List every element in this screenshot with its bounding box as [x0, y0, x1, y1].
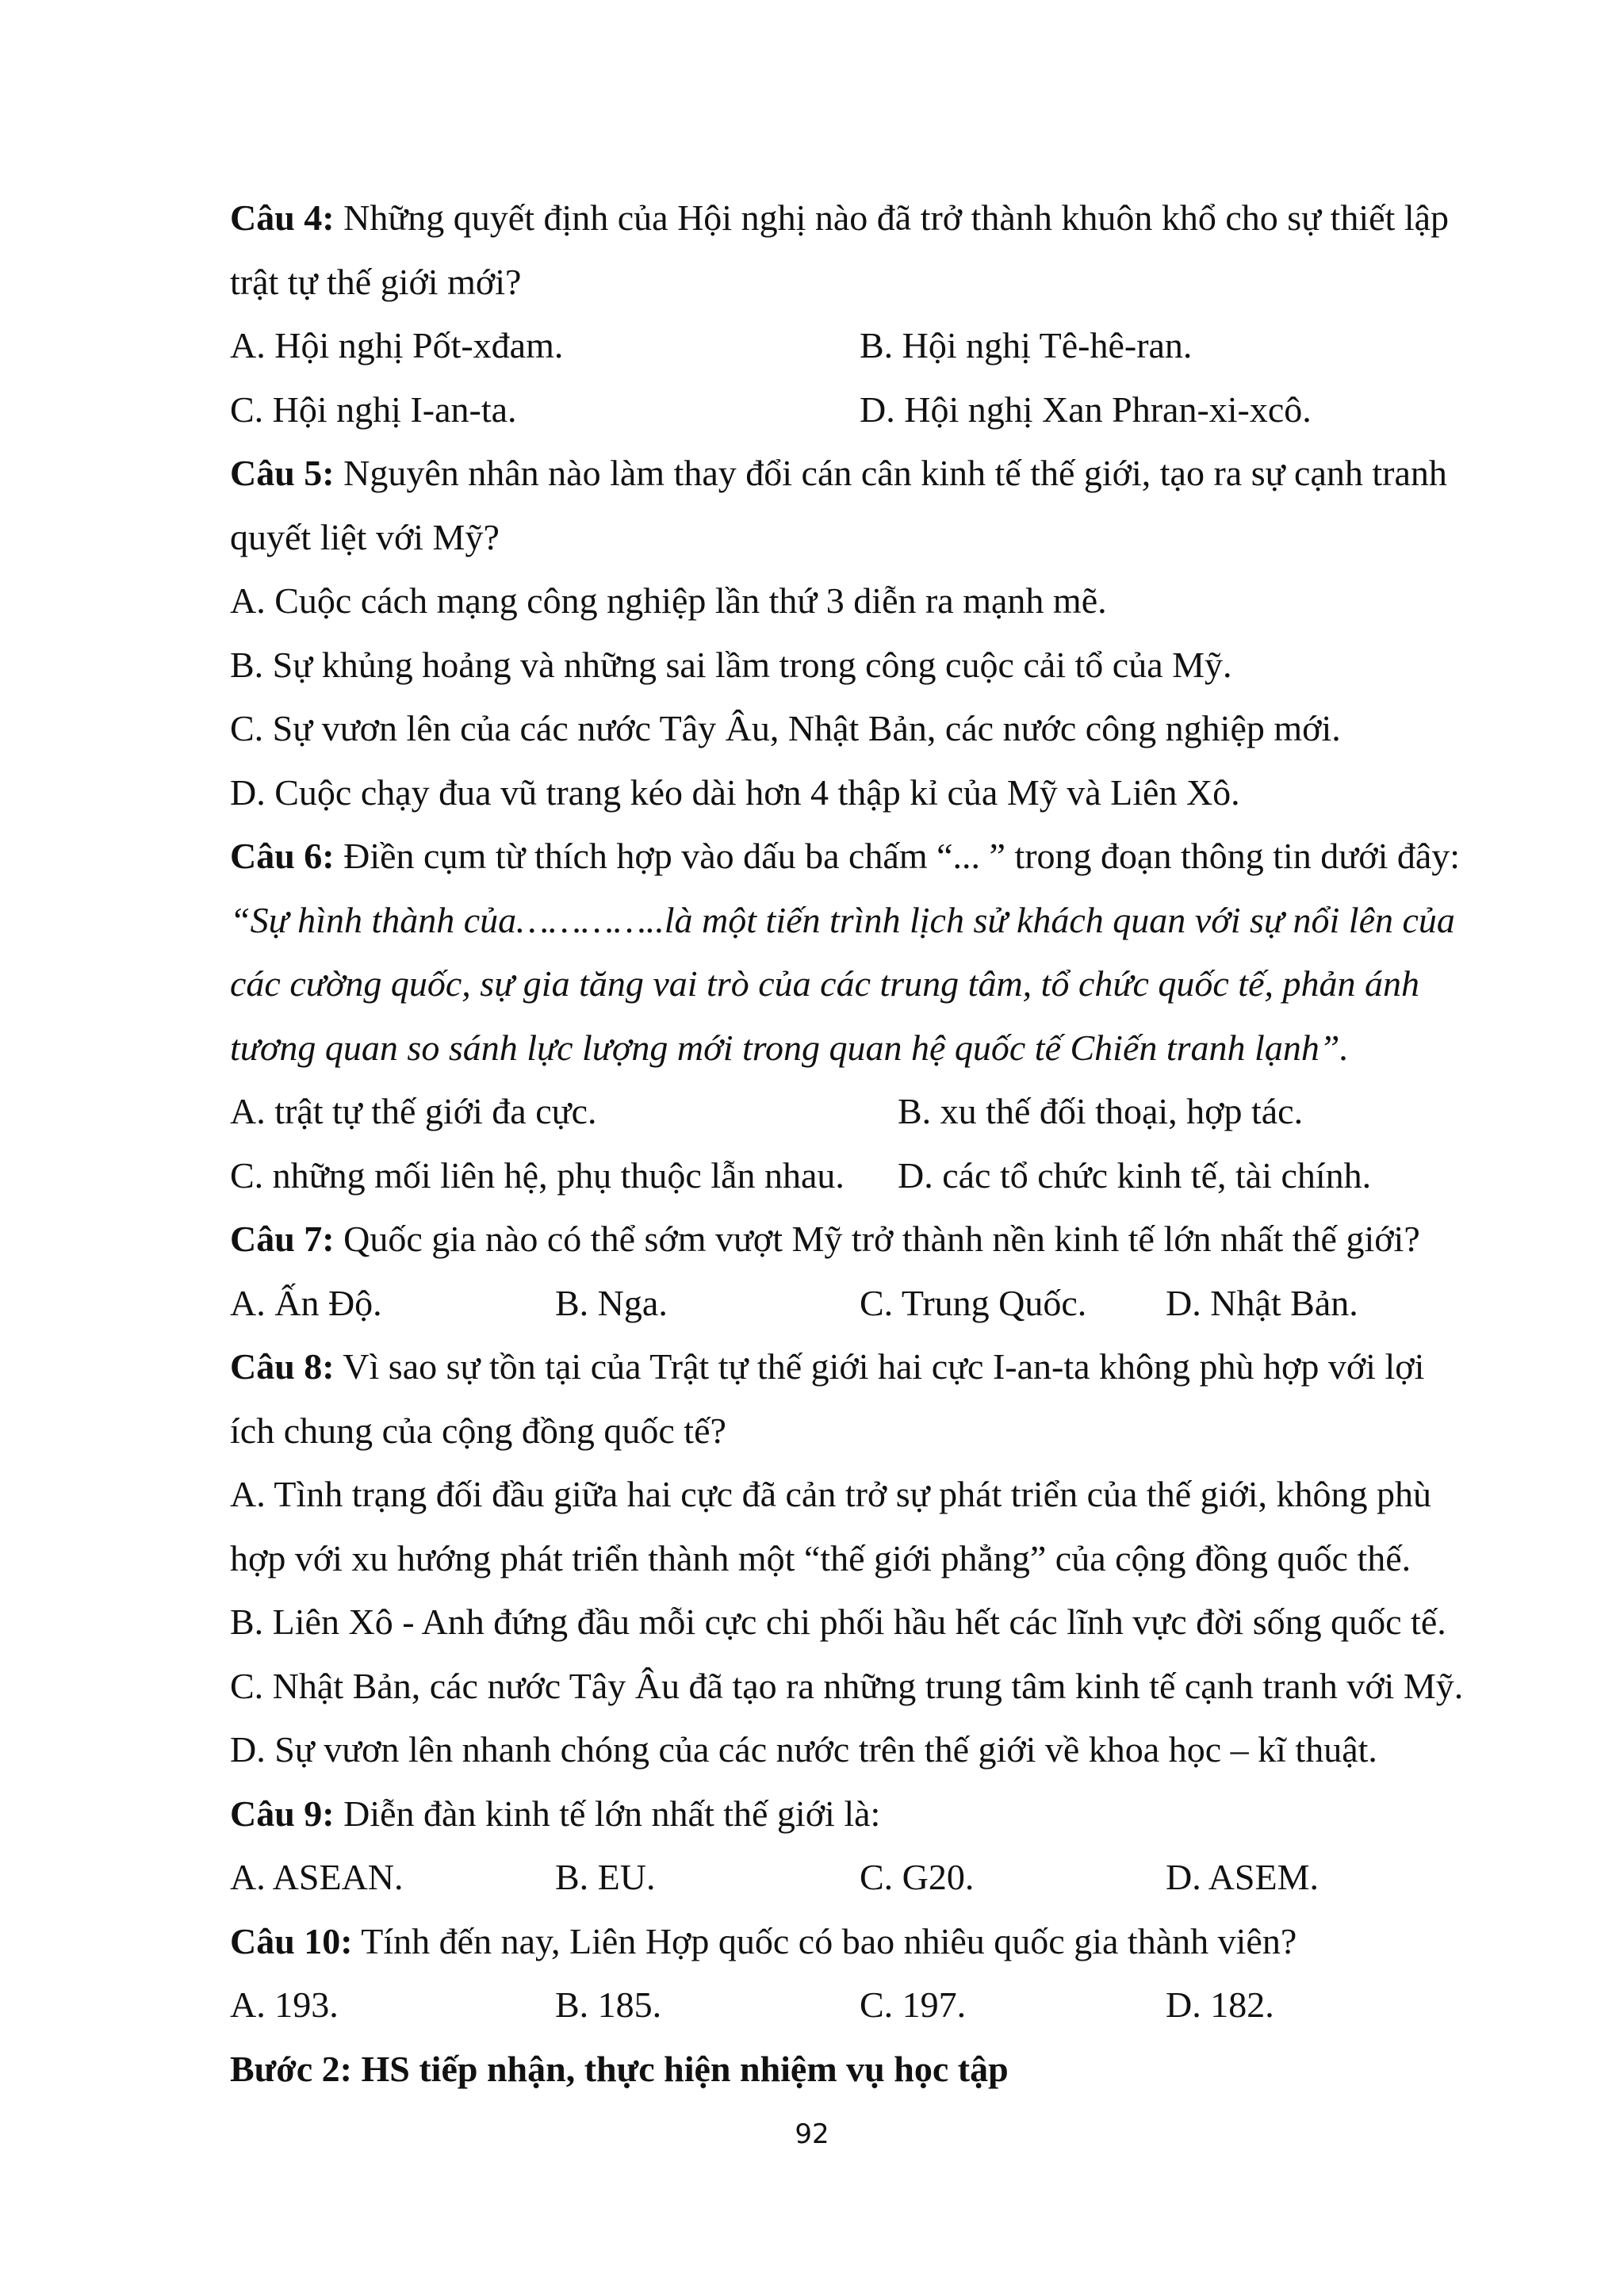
question-9-line-1: [230, 1782, 1467, 1846]
question-10-option-d: D. 182.: [1166, 1984, 1274, 2025]
question-10-option-c: C. 197.: [860, 1984, 967, 2025]
question-5-label: Câu 5:: [230, 453, 335, 493]
question-4-option-a: A. Hội nghị Pốt-xđam.: [230, 325, 564, 365]
question-6-option-c: C. những mối liên hệ, phụ thuộc lẫn nhau.: [230, 1154, 845, 1196]
question-9-text-1: Diễn đàn kinh tế lớn nhất thế giới là:: [334, 1793, 881, 1834]
question-6-quote-2: các cường quốc, sự gia tăng vai trò của các trung tâm, tổ chức quốc tế, phản ánh: [230, 963, 1419, 1004]
question-7-option-a: A. Ấn Độ.: [230, 1282, 382, 1323]
question-9-label: Câu 9:: [230, 1793, 335, 1834]
question-9-option-c: C. G20.: [860, 1857, 975, 1897]
question-7-options-row: [230, 1272, 1467, 1336]
question-8-option-b: B. Liên Xô - Anh đứng đầu mỗi cực chi phối hầu hết các lĩnh vực đời sống quốc tế.: [230, 1601, 1446, 1642]
question-4-options-row-2: [230, 378, 1467, 442]
question-6-option-d: D. các tổ chức kinh tế, tài chính.: [898, 1154, 1372, 1196]
question-6-option-b: B. xu thế đối thoại, hợp tác.: [898, 1091, 1304, 1131]
question-8-option-a-line-2: hợp với xu hướng phát triển thành một “thế giới phẳng” của cộng đồng quốc thế.: [230, 1537, 1411, 1578]
step-heading: Bước 2: HS tiếp nhận, thực hiện nhiệm vụ học tập: [230, 2048, 1009, 2089]
question-8-option-a-line-1: A. Tình trạng đối đầu giữa hai cực đã cản trở sự phát triển của thế giới, không phù: [230, 1474, 1431, 1514]
question-10-line-1: [230, 1910, 1467, 1974]
question-6-quote-1: “Sự hình thành của…………..là một tiến trình lịch sử khách quan với sự nổi lên của: [230, 899, 1455, 940]
question-7-text-1: Quốc gia nào có thể sớm vượt Mỹ trở thành nền kinh tế lớn nhất thế giới?: [334, 1219, 1420, 1259]
question-7-label: Câu 7:: [230, 1219, 335, 1259]
question-8-label: Câu 8:: [230, 1346, 335, 1387]
question-9-options-row: [230, 1846, 1467, 1910]
question-8-option-d: D. Sự vươn lên nhanh chóng của các nước trên thế giới về khoa học – kĩ thuật.: [230, 1729, 1377, 1770]
question-10-text-1: Tính đến nay, Liên Hợp quốc có bao nhiêu quốc gia thành viên?: [352, 1920, 1297, 1961]
question-8-text-1: Vì sao sự tồn tại của Trật tự thế giới hai cực I-an-ta không phù hợp với lợi: [334, 1346, 1425, 1387]
question-6-option-a: A. trật tự thế giới đa cực.: [230, 1091, 597, 1131]
question-10-option-b: B. 185.: [555, 1984, 662, 2025]
question-8-text-2: ích chung của cộng đồng quốc tế?: [230, 1410, 726, 1451]
question-6-options-row-2: [230, 1144, 1467, 1208]
question-4-text-2: trật tự thế giới mới?: [230, 261, 522, 302]
question-7-line-1: [230, 1207, 1467, 1272]
question-6-options-row-1: [230, 1080, 1467, 1144]
question-7-option-d: D. Nhật Bản.: [1166, 1282, 1358, 1323]
question-6-text-1: Điền cụm từ thích hợp vào dấu ba chấm “... ” trong đoạn thông tin dưới đây:: [334, 836, 1461, 876]
question-5-option-c: C. Sự vươn lên của các nước Tây Âu, Nhật Bản, các nước công nghiệp mới.: [230, 708, 1341, 748]
question-8-option-c: C. Nhật Bản, các nước Tây Âu đã tạo ra những trung tâm kinh tế cạnh tranh với Mỹ.: [230, 1665, 1464, 1706]
question-5-text-1: Nguyên nhân nào làm thay đổi cán cân kinh tế thế giới, tạo ra sự cạnh tranh: [334, 453, 1447, 493]
question-9-option-b: B. EU.: [555, 1857, 656, 1897]
question-5-line-1: [230, 442, 1467, 506]
question-4-label: Câu 4:: [230, 197, 335, 238]
question-4-options-row-1: [230, 314, 1467, 378]
question-5-option-a: A. Cuộc cách mạng công nghiệp lần thứ 3 diễn ra mạnh mẽ.: [230, 580, 1107, 621]
page-number: 92: [795, 2118, 829, 2150]
question-9-option-d: D. ASEM.: [1166, 1857, 1319, 1897]
question-7-option-c: C. Trung Quốc.: [860, 1282, 1087, 1323]
question-4-line-1: [230, 186, 1467, 251]
question-5-option-b: B. Sự khủng hoảng và những sai lầm trong công cuộc cải tổ của Mỹ.: [230, 644, 1232, 685]
question-6-line-1: [230, 825, 1467, 889]
question-9-option-a: A. ASEAN.: [230, 1857, 404, 1897]
question-10-option-a: A. 193.: [230, 1984, 339, 2025]
question-8-line-1: [230, 1335, 1467, 1399]
question-8-line-2: [230, 1399, 1467, 1464]
question-7-option-b: B. Nga.: [555, 1282, 668, 1323]
question-5-text-2: quyết liệt với Mỹ?: [230, 516, 500, 557]
question-5-line-2: [230, 506, 1467, 570]
question-4-option-c: C. Hội nghị I-an-ta.: [230, 388, 517, 430]
question-4-option-b: B. Hội nghị Tê-hê-ran.: [860, 325, 1193, 365]
question-4-line-2: [230, 251, 1467, 315]
question-6-quote-3: tương quan so sánh lực lượng mới trong quan hệ quốc tế Chiến tranh lạnh”.: [230, 1027, 1349, 1068]
question-5-option-d: D. Cuộc chạy đua vũ trang kéo dài hơn 4 thập kỉ của Mỹ và Liên Xô.: [230, 771, 1240, 813]
question-4-text-1: Những quyết định của Hội nghị nào đã trở thành khuôn khổ cho sự thiết lập: [334, 197, 1450, 238]
question-4-option-d: D. Hội nghị Xan Phran-xi-xcô.: [860, 388, 1312, 430]
question-10-options-row: [230, 1973, 1467, 2038]
question-10-label: Câu 10:: [230, 1920, 353, 1961]
page-content: [230, 186, 1467, 2101]
question-6-label: Câu 6:: [230, 836, 335, 876]
